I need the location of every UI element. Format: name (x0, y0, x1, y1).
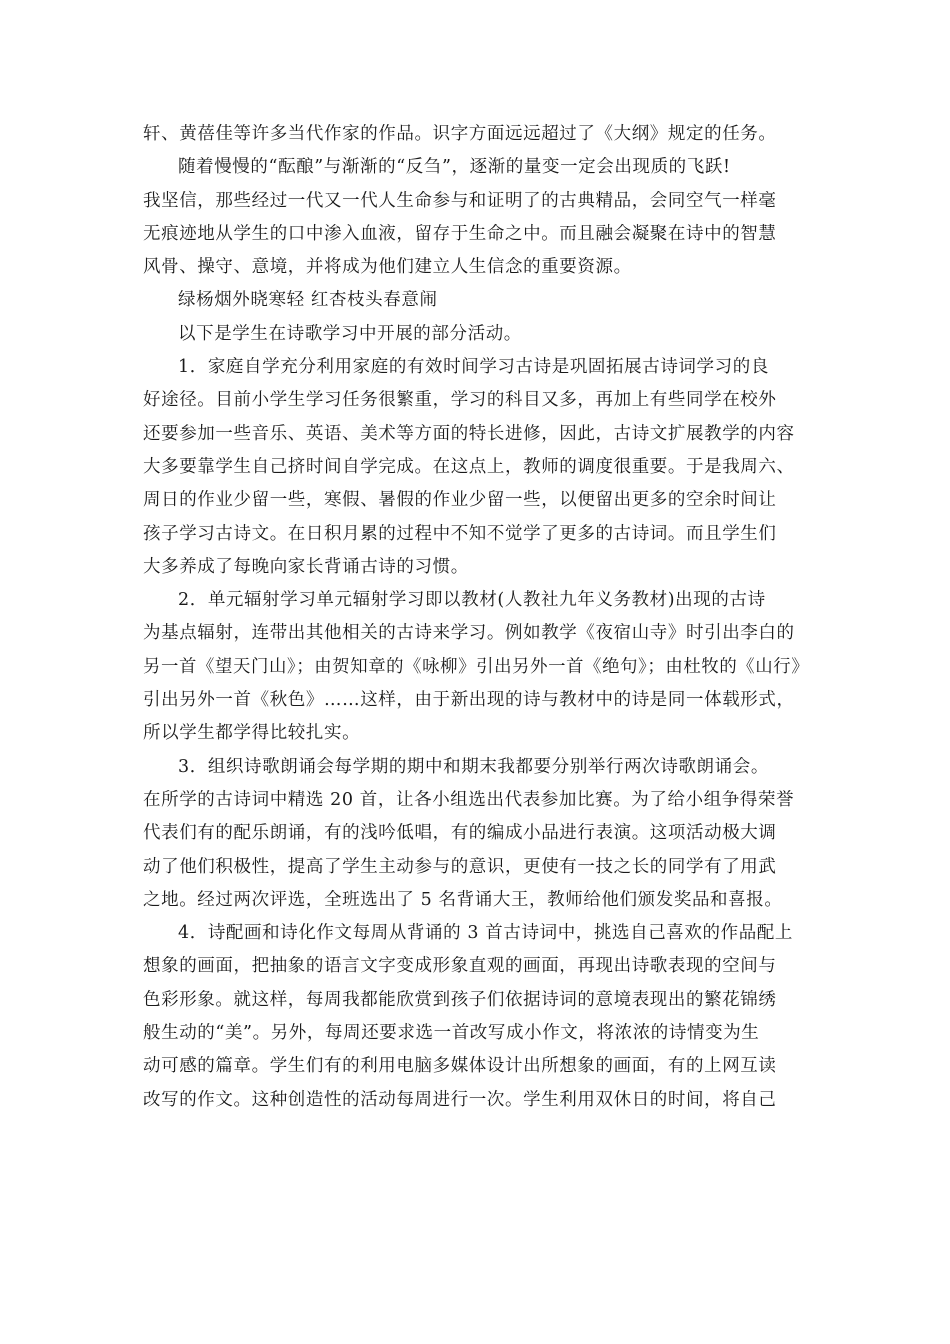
text-line: 好途径。目前小学生学习任务很繁重，学习的科目又多，再加上有些同学在校外 (143, 390, 777, 411)
paragraph (143, 151, 809, 284)
text-line: 动了他们积极性，提高了学生主动参与的意识，更使有一技之长的同学有了用武 (143, 856, 777, 877)
text-line: 想象的画面，把抽象的语言文字变成形象直观的画面，再现出诗歌表现的空间与 (143, 956, 777, 977)
text-line: 动可感的篇章。学生们有的利用电脑多媒体设计出所想象的画面，有的上网互读 (143, 1056, 777, 1077)
text-line: 大多要靠学生自己挤时间自学完成。在这点上，教师的调度很重要。于是我周六、 (143, 456, 795, 477)
text-line: 之地。经过两次评选，全班选出了 5 名背诵大王，教师给他们颁发奖品和喜报。 (143, 889, 783, 910)
paragraph (143, 284, 809, 317)
paragraph (143, 751, 809, 917)
text-line: 大多养成了每晚向家长背诵古诗的习惯。 (143, 556, 469, 577)
text-line: 孩子学习古诗文。在日积月累的过程中不知不觉学了更多的古诗词。而且学生们 (143, 523, 777, 544)
text-line: 另一首《望天门山》；由贺知章的《咏柳》引出另外一首《绝句》；由杜牧的《山行》 (143, 656, 810, 677)
text-line: 改写的作文。这种创造性的活动每周进行一次。学生利用双休日的时间，将自己 (143, 1089, 777, 1110)
text-line: 我坚信，那些经过一代又一代人生命参与和证明了的古典精品，会同空气一样毫 (143, 190, 777, 211)
text-line: 无痕迹地从学生的口中渗入血液，留存于生命之中。而且融会凝聚在诗中的智慧 (143, 223, 777, 244)
text-line: 绿杨烟外晓寒轻 红杏枝头春意闹 (178, 290, 438, 311)
text-line: 在所学的古诗词中精选 20 首，让各小组选出代表参加比赛。为了给小组争得荣誉 (143, 789, 795, 810)
text-line: 3．组织诗歌朗诵会每学期的期中和期末我都要分别举行两次诗歌朗诵会。 (178, 756, 769, 777)
text-line: 风骨、操守、意境，并将成为他们建立人生信念的重要资源。 (143, 257, 632, 278)
text-line: 以下是学生在诗歌学习中开展的部分活动。 (178, 323, 522, 344)
text-line: 色彩形象。就这样，每周我都能欣赏到孩子们依据诗词的意境表现出的繁花锦绣 (143, 989, 777, 1010)
text-line: 2．单元辐射学习单元辐射学习即以教材(人教社九年义务教材)出现的古诗 (178, 590, 766, 611)
paragraph (143, 584, 809, 750)
document-body (143, 118, 809, 1117)
text-line: 1．家庭自学充分利用家庭的有效时间学习古诗是巩固拓展古诗词学习的良 (178, 357, 769, 378)
text-line: 轩、黄蓓佳等许多当代作家的作品。识字方面远远超过了《大纲》规定的任务。 (143, 124, 777, 144)
text-line: 4．诗配画和诗化作文每周从背诵的 3 首古诗词中，挑选自己喜欢的作品配上 (178, 923, 793, 944)
text-line: 为基点辐射，连带出其他相关的古诗来学习。例如教学《夜宿山寺》时引出李白的 (143, 623, 795, 644)
text-line: 引出另外一首《秋色》……这样，由于新出现的诗与教材中的诗是同一体载形式， (143, 690, 795, 711)
paragraph (143, 318, 809, 351)
paragraph (143, 118, 809, 151)
text-line: 般生动的“美”。另外，每周还要求选一首改写成小作文，将浓浓的诗情变为生 (143, 1023, 760, 1044)
text-line: 周日的作业少留一些，寒假、暑假的作业少留一些，以便留出更多的空余时间让 (143, 490, 777, 511)
text-line: 所以学生都学得比较扎实。 (143, 723, 361, 744)
paragraph (143, 351, 809, 584)
text-line: 还要参加一些音乐、英语、美术等方面的特长进修，因此，古诗文扩展教学的内容 (143, 423, 795, 444)
text-line: 代表们有的配乐朗诵，有的浅吟低唱，有的编成小品进行表演。这项活动极大调 (143, 823, 777, 844)
text-line: 随着慢慢的“酝酿”与渐渐的“反刍”，逐渐的量变一定会出现质的飞跃! (178, 157, 731, 178)
paragraph (143, 917, 809, 1117)
